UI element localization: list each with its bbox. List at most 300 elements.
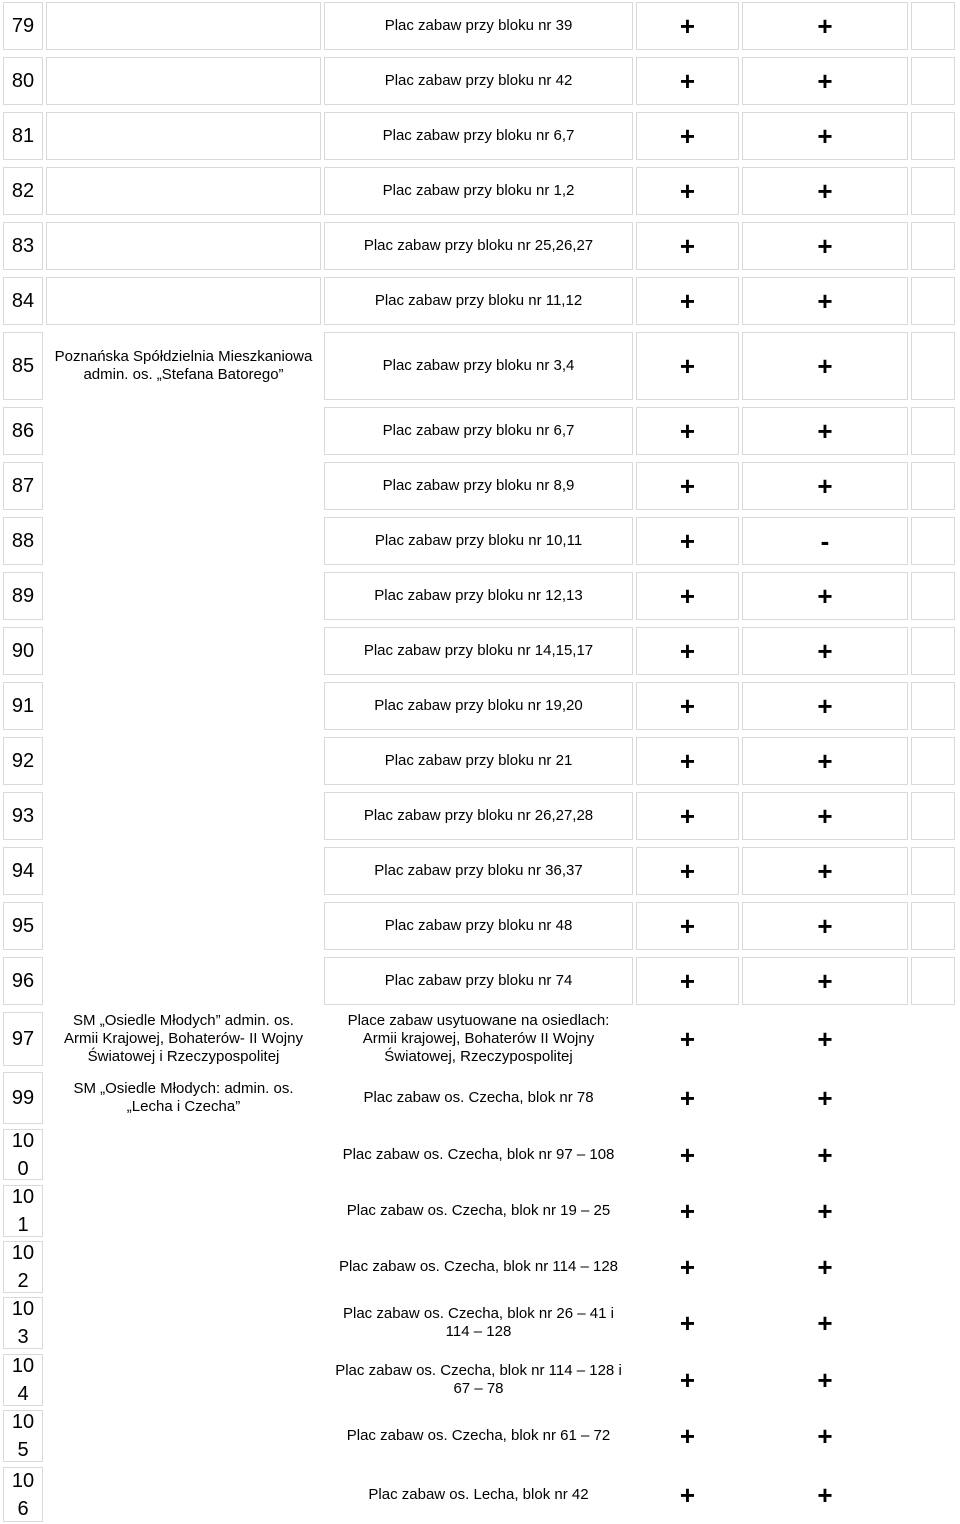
location-description: Plac zabaw przy bloku nr 26,27,28 [363, 807, 594, 824]
status-a-mark: + [679, 1139, 696, 1170]
table-row [0, 110, 960, 162]
location-cell [324, 57, 633, 105]
organization-cell [46, 1297, 321, 1349]
status-b-cell [742, 572, 908, 620]
row-number-cell [3, 737, 43, 785]
row-number: 10 6 [11, 1469, 35, 1520]
location-cell [324, 792, 633, 840]
location-cell [324, 1354, 633, 1406]
organization-cell [46, 277, 321, 325]
row-number: 85 [11, 355, 35, 377]
table-row [0, 900, 960, 952]
location-cell [324, 332, 633, 400]
status-a-cell [636, 462, 739, 510]
location-description: Plac zabaw przy bloku nr 11,12 [374, 292, 583, 309]
status-a-mark: + [679, 121, 696, 151]
status-b-cell [742, 167, 908, 215]
organization-cell [46, 222, 321, 270]
status-a-mark: + [679, 11, 696, 41]
table-row [0, 1239, 960, 1295]
table-row [0, 330, 960, 402]
empty-cell [911, 462, 955, 510]
status-a-cell [636, 1129, 739, 1180]
status-a-cell [636, 902, 739, 950]
status-b-mark: + [817, 1365, 833, 1395]
empty-cell [911, 1467, 955, 1522]
status-a-mark: + [679, 526, 696, 556]
status-a-cell [636, 847, 739, 895]
row-number-cell [3, 902, 43, 950]
row-number-cell [3, 1241, 43, 1293]
row-number: 95 [11, 915, 35, 937]
location-cell [324, 957, 633, 1005]
status-a-cell [636, 112, 739, 160]
organization-cell [46, 1467, 321, 1522]
location-description: Plac zabaw os. Czecha, blok nr 19 – 25 [346, 1202, 611, 1219]
table-row [0, 405, 960, 457]
row-number-cell [3, 957, 43, 1005]
row-number: 97 [11, 1028, 35, 1050]
location-cell [324, 1185, 633, 1237]
table-row [0, 460, 960, 512]
status-b-cell [742, 1185, 908, 1237]
location-description: Plac zabaw przy bloku nr 8,9 [382, 477, 575, 494]
empty-cell [911, 332, 955, 400]
empty-cell [911, 847, 955, 895]
location-description: Plac zabaw przy bloku nr 48 [384, 917, 573, 934]
status-a-cell [636, 1354, 739, 1406]
organization-cell [46, 902, 321, 950]
row-number-cell [3, 572, 43, 620]
location-cell [324, 112, 633, 160]
empty-cell [911, 222, 955, 270]
row-number: 10 5 [11, 1411, 35, 1461]
status-b-mark: + [817, 581, 833, 611]
status-a-mark: + [679, 691, 696, 721]
status-a-cell [636, 1297, 739, 1349]
location-cell [324, 222, 633, 270]
table-row [0, 1408, 960, 1464]
status-b-cell [742, 847, 908, 895]
row-number: 88 [11, 530, 35, 552]
status-b-mark: + [817, 966, 833, 996]
status-a-cell [636, 1467, 739, 1522]
location-description: Plac zabaw os. Czecha, blok nr 26 – 41 i 114 – 128 [343, 1305, 614, 1340]
row-number: 80 [11, 70, 35, 92]
status-b-cell [742, 1129, 908, 1180]
status-a-cell [636, 1012, 739, 1066]
status-a-mark: + [679, 1308, 696, 1338]
status-b-mark: + [817, 746, 833, 776]
status-b-cell [742, 957, 908, 1005]
status-b-cell [742, 57, 908, 105]
location-description: Plac zabaw os. Czecha, blok nr 114 – 128 i 67 – 78 [335, 1362, 622, 1397]
location-description: Plac zabaw os. Czecha, blok nr 61 – 72 [346, 1427, 611, 1444]
status-a-mark: + [679, 1024, 696, 1054]
location-description: Plac zabaw przy bloku nr 36,37 [374, 862, 583, 879]
row-number: 10 3 [11, 1298, 35, 1348]
row-number: 92 [11, 750, 35, 772]
location-description: Plac zabaw przy bloku nr 42 [384, 72, 573, 89]
table-row [0, 680, 960, 732]
status-a-mark: + [679, 746, 696, 776]
organization-cell [46, 737, 321, 785]
status-a-cell [636, 332, 739, 400]
row-number-cell [3, 277, 43, 325]
empty-cell [911, 682, 955, 730]
location-cell [324, 2, 633, 50]
empty-cell [911, 1129, 955, 1180]
organization-cell [46, 957, 321, 1005]
location-description: Plac zabaw os. Czecha, blok nr 114 – 128 [338, 1258, 619, 1275]
organization-cell [46, 1129, 321, 1180]
row-number-cell [3, 57, 43, 105]
status-a-cell [636, 682, 739, 730]
row-number-cell [3, 847, 43, 895]
empty-cell [911, 1297, 955, 1349]
row-number: 86 [11, 420, 35, 442]
status-b-mark: + [817, 351, 833, 381]
table-row [0, 1127, 960, 1182]
location-description: Plac zabaw przy bloku nr 10,11 [374, 532, 583, 549]
location-cell [324, 1012, 633, 1066]
organization-name: Poznańska Spółdzielnia Mieszkaniowa admin. os. „Stefana Batorego” [54, 348, 313, 383]
status-a-cell [636, 1072, 739, 1124]
location-cell [324, 1410, 633, 1462]
empty-cell [911, 737, 955, 785]
row-number-cell [3, 332, 43, 400]
location-cell [324, 167, 633, 215]
status-b-cell [742, 627, 908, 675]
status-b-mark: + [817, 11, 833, 41]
status-a-mark: + [679, 966, 696, 996]
table-row [0, 1295, 960, 1351]
row-number-cell [3, 1467, 43, 1522]
status-a-cell [636, 407, 739, 455]
row-number-cell [3, 222, 43, 270]
organization-cell [46, 167, 321, 215]
table-row [0, 515, 960, 567]
status-b-cell [742, 902, 908, 950]
status-b-cell [742, 407, 908, 455]
organization-cell [46, 2, 321, 50]
status-b-mark: + [817, 1421, 833, 1451]
status-b-mark: + [817, 1196, 833, 1226]
status-a-mark: + [679, 231, 696, 261]
row-number-cell [3, 462, 43, 510]
status-a-cell [636, 167, 739, 215]
row-number: 79 [11, 15, 35, 37]
organization-cell [46, 332, 321, 400]
location-description: Plac zabaw przy bloku nr 14,15,17 [363, 642, 594, 659]
status-a-cell [636, 1410, 739, 1462]
location-description: Plac zabaw os. Czecha, blok nr 78 [363, 1089, 594, 1106]
status-b-cell [742, 222, 908, 270]
status-a-mark: + [679, 801, 696, 831]
status-b-mark: + [817, 1479, 833, 1510]
empty-cell [911, 1012, 955, 1066]
status-b-cell [742, 1410, 908, 1462]
status-b-mark: + [817, 636, 833, 666]
status-a-cell [636, 792, 739, 840]
row-number: 90 [11, 640, 35, 662]
row-number: 94 [11, 860, 35, 882]
status-b-cell [742, 1467, 908, 1522]
row-number-cell [3, 517, 43, 565]
status-b-mark: + [817, 911, 833, 941]
location-description: Plac zabaw przy bloku nr 25,26,27 [363, 237, 594, 254]
location-cell [324, 627, 633, 675]
status-a-cell [636, 737, 739, 785]
status-a-mark: + [679, 911, 696, 941]
location-cell [324, 1072, 633, 1124]
status-a-mark: + [679, 286, 696, 316]
status-b-cell [742, 277, 908, 325]
status-b-cell [742, 112, 908, 160]
status-a-mark: + [679, 1479, 696, 1510]
status-b-mark: + [817, 66, 833, 96]
status-a-mark: + [679, 351, 696, 381]
empty-cell [911, 627, 955, 675]
empty-cell [911, 517, 955, 565]
organization-cell [46, 792, 321, 840]
status-a-cell [636, 627, 739, 675]
status-a-mark: + [679, 636, 696, 666]
row-number: 87 [11, 475, 35, 497]
location-cell [324, 277, 633, 325]
empty-cell [911, 572, 955, 620]
status-a-cell [636, 572, 739, 620]
row-number-cell [3, 1410, 43, 1462]
location-description: Plac zabaw przy bloku nr 39 [384, 17, 573, 34]
empty-cell [911, 1072, 955, 1124]
location-description: Plac zabaw przy bloku nr 3,4 [382, 357, 575, 374]
status-b-cell [742, 1297, 908, 1349]
status-b-mark: + [817, 121, 833, 151]
status-b-cell [742, 462, 908, 510]
location-cell [324, 902, 633, 950]
organization-cell [46, 1410, 321, 1462]
row-number-cell [3, 1185, 43, 1237]
location-description: Plac zabaw przy bloku nr 19,20 [374, 697, 583, 714]
status-a-cell [636, 57, 739, 105]
location-description: Plac zabaw przy bloku nr 12,13 [374, 587, 583, 604]
status-a-mark: + [679, 1083, 696, 1113]
table-row [0, 275, 960, 327]
status-b-cell [742, 792, 908, 840]
table-row [0, 570, 960, 622]
empty-cell [911, 957, 955, 1005]
status-b-mark: + [817, 1252, 833, 1282]
status-b-cell [742, 1072, 908, 1124]
status-a-cell [636, 517, 739, 565]
row-number: 96 [11, 970, 35, 992]
status-a-mark: + [679, 66, 696, 96]
organization-cell [46, 1354, 321, 1406]
row-number-cell [3, 407, 43, 455]
empty-cell [911, 407, 955, 455]
status-a-cell [636, 222, 739, 270]
empty-cell [911, 57, 955, 105]
location-cell [324, 847, 633, 895]
table-row [0, 955, 960, 1007]
row-number-cell [3, 2, 43, 50]
organization-cell [46, 682, 321, 730]
location-cell [324, 1467, 633, 1522]
status-b-mark: + [817, 691, 833, 721]
status-b-mark: + [817, 1139, 833, 1170]
location-cell [324, 737, 633, 785]
status-b-cell [742, 2, 908, 50]
row-number: 10 4 [11, 1355, 35, 1405]
row-number: 82 [11, 180, 35, 202]
row-number: 81 [11, 125, 35, 147]
status-a-mark: + [679, 856, 696, 886]
status-b-mark: + [817, 176, 833, 206]
empty-cell [911, 1241, 955, 1293]
location-description: Plac zabaw przy bloku nr 6,7 [382, 127, 575, 144]
row-number-cell [3, 1297, 43, 1349]
organization-cell [46, 1072, 321, 1124]
status-b-mark: + [817, 286, 833, 316]
status-b-mark: + [817, 1083, 833, 1113]
status-b-mark: - [820, 526, 830, 556]
status-a-cell [636, 957, 739, 1005]
row-number: 83 [11, 235, 35, 257]
row-number-cell [3, 1072, 43, 1124]
table-row [0, 735, 960, 787]
organization-cell [46, 462, 321, 510]
empty-cell [911, 1185, 955, 1237]
location-cell [324, 1241, 633, 1293]
status-a-mark: + [679, 581, 696, 611]
status-b-cell [742, 1354, 908, 1406]
row-number: 89 [11, 585, 35, 607]
organization-cell [46, 1241, 321, 1293]
table-row [0, 1070, 960, 1126]
status-a-cell [636, 277, 739, 325]
row-number: 99 [11, 1087, 35, 1109]
status-a-mark: + [679, 1421, 696, 1451]
row-number: 10 1 [11, 1186, 35, 1236]
organization-cell [46, 57, 321, 105]
table-row [0, 0, 960, 52]
row-number: 93 [11, 805, 35, 827]
organization-name: SM „Osiedle Młodych” admin. os. Armii Krajowej, Bohaterów- II Wojny Światowej i Rzeczypospolitej [64, 1012, 303, 1065]
status-b-cell [742, 332, 908, 400]
empty-cell [911, 1354, 955, 1406]
location-cell [324, 1297, 633, 1349]
table-row [0, 790, 960, 842]
status-a-mark: + [679, 1252, 696, 1282]
row-number-cell [3, 627, 43, 675]
location-description: Plac zabaw przy bloku nr 74 [384, 972, 573, 989]
location-cell [324, 517, 633, 565]
row-number-cell [3, 1012, 43, 1066]
row-number-cell [3, 112, 43, 160]
location-cell [324, 1129, 633, 1180]
status-b-mark: + [817, 416, 833, 446]
organization-cell [46, 627, 321, 675]
status-b-cell [742, 1012, 908, 1066]
status-a-mark: + [679, 416, 696, 446]
row-number-cell [3, 1354, 43, 1406]
organization-cell [46, 517, 321, 565]
empty-cell [911, 1410, 955, 1462]
row-number: 84 [11, 290, 35, 312]
status-a-cell [636, 1185, 739, 1237]
empty-cell [911, 277, 955, 325]
organization-cell [46, 572, 321, 620]
table-row [0, 55, 960, 107]
table-row [0, 165, 960, 217]
status-b-cell [742, 737, 908, 785]
empty-cell [911, 792, 955, 840]
table-row [0, 845, 960, 897]
row-number-cell [3, 167, 43, 215]
status-a-mark: + [679, 1196, 696, 1226]
status-b-mark: + [817, 1024, 833, 1054]
organization-cell [46, 407, 321, 455]
row-number: 91 [11, 695, 35, 717]
status-b-mark: + [817, 856, 833, 886]
location-description: Plac zabaw os. Lecha, blok nr 42 [368, 1485, 589, 1503]
status-b-mark: + [817, 1308, 833, 1338]
row-number-cell [3, 792, 43, 840]
location-description: Plac zabaw przy bloku nr 1,2 [382, 182, 575, 199]
location-description: Plac zabaw przy bloku nr 6,7 [382, 422, 575, 439]
organization-cell [46, 112, 321, 160]
status-a-mark: + [679, 176, 696, 206]
empty-cell [911, 902, 955, 950]
status-b-mark: + [817, 471, 833, 501]
location-cell [324, 462, 633, 510]
table-row [0, 220, 960, 272]
empty-cell [911, 167, 955, 215]
location-description: Plac zabaw przy bloku nr 21 [384, 752, 573, 769]
status-b-cell [742, 517, 908, 565]
row-number: 10 2 [11, 1242, 35, 1292]
table-row [0, 1183, 960, 1239]
location-cell [324, 682, 633, 730]
status-b-mark: + [817, 231, 833, 261]
organization-name: SM „Osiedle Młodych: admin. os. „Lecha i Czecha” [73, 1080, 294, 1115]
empty-cell [911, 2, 955, 50]
location-cell [324, 572, 633, 620]
table-row [0, 1010, 960, 1068]
row-number-cell [3, 1129, 43, 1180]
table-row [0, 1352, 960, 1408]
location-description: Plac zabaw os. Czecha, blok nr 97 – 108 [342, 1145, 615, 1163]
status-b-cell [742, 682, 908, 730]
row-number: 10 0 [11, 1129, 35, 1180]
organization-cell [46, 1185, 321, 1237]
table-row [0, 1465, 960, 1524]
table-row [0, 625, 960, 677]
empty-cell [911, 112, 955, 160]
row-number-cell [3, 682, 43, 730]
location-description: Place zabaw usytuowane na osiedlach: Armii krajowej, Bohaterów II Wojny Światowej, Rzeczypospolitej [347, 1012, 610, 1065]
organization-cell [46, 1012, 321, 1066]
status-a-mark: + [679, 1365, 696, 1395]
status-a-cell [636, 1241, 739, 1293]
status-b-mark: + [817, 801, 833, 831]
status-a-mark: + [679, 471, 696, 501]
location-cell [324, 407, 633, 455]
status-a-cell [636, 2, 739, 50]
organization-cell [46, 847, 321, 895]
status-b-cell [742, 1241, 908, 1293]
